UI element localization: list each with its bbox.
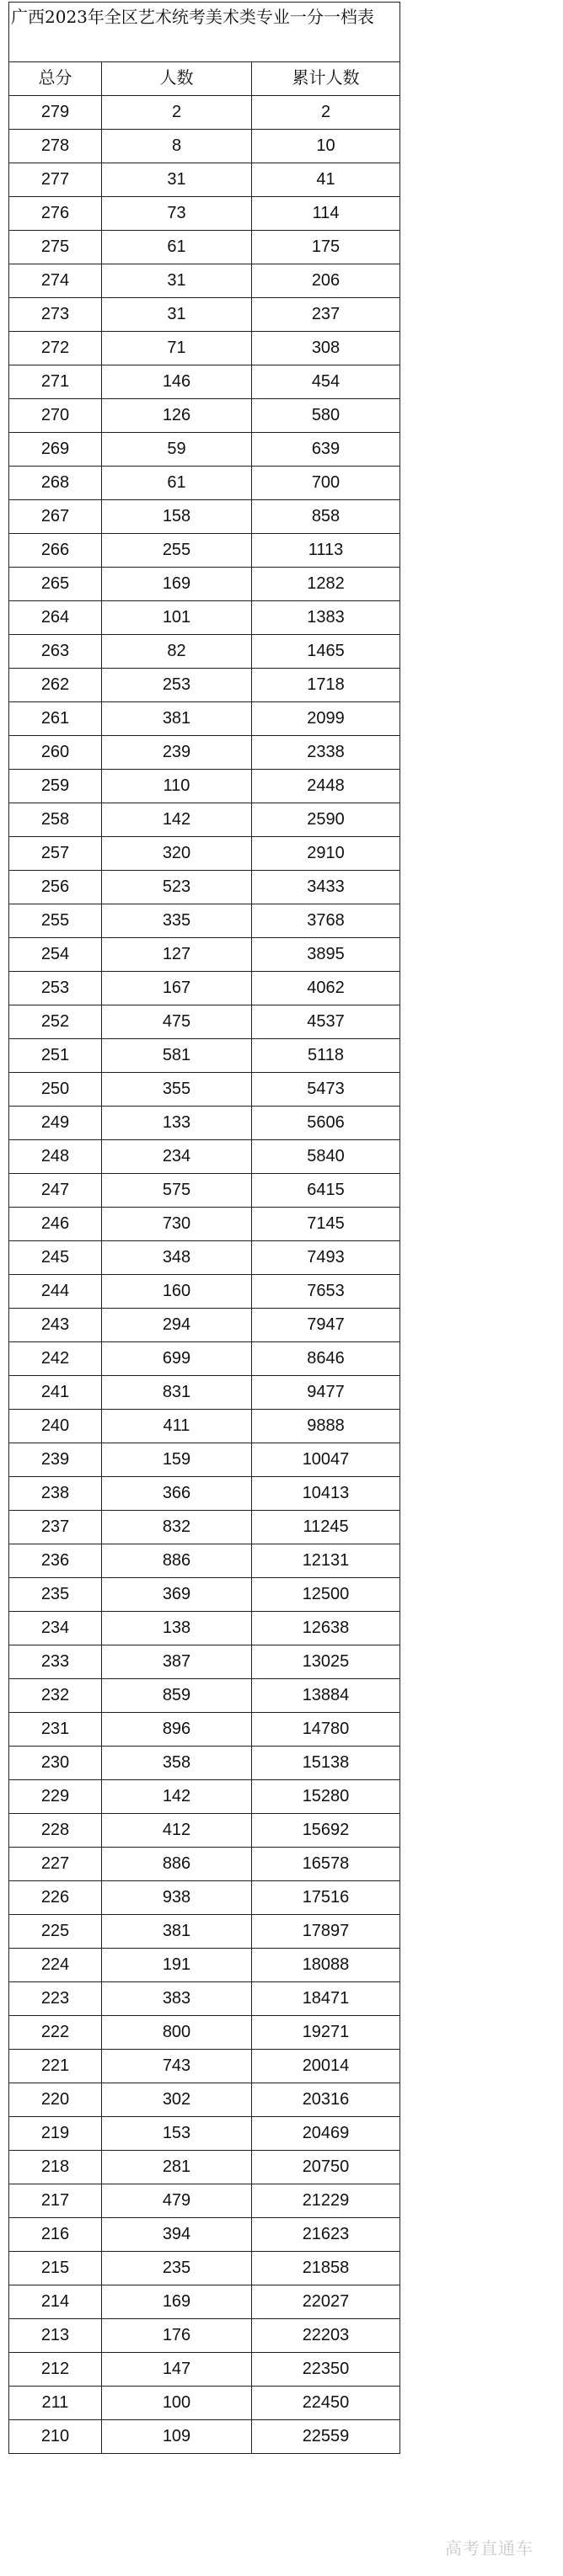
cell-cumulative-count: 22350: [252, 2353, 400, 2387]
cell-count: 8: [102, 130, 252, 163]
header-total-score: 总分: [9, 62, 102, 96]
cell-cumulative-count: 1113: [252, 534, 400, 568]
cell-cumulative-count: 7145: [252, 1208, 400, 1241]
cell-cumulative-count: 700: [252, 467, 400, 500]
cell-count: 142: [102, 803, 252, 837]
table-row: [9, 130, 400, 163]
cell-total-score: 224: [9, 1949, 102, 1982]
cell-total-score: 243: [9, 1309, 102, 1342]
cell-total-score: 212: [9, 2353, 102, 2387]
cell-total-score: 256: [9, 871, 102, 904]
cell-total-score: 263: [9, 635, 102, 669]
table-row: [9, 1039, 400, 1073]
cell-count: 831: [102, 1376, 252, 1410]
cell-total-score: 217: [9, 2184, 102, 2218]
table-row: [9, 1578, 400, 1612]
cell-total-score: 232: [9, 1679, 102, 1713]
cell-count: 158: [102, 500, 252, 534]
table-row: [9, 702, 400, 736]
cell-count: 31: [102, 264, 252, 298]
cell-count: 355: [102, 1073, 252, 1107]
score-table: [8, 2, 400, 2454]
cell-cumulative-count: 5118: [252, 1039, 400, 1073]
cell-cumulative-count: 6415: [252, 1174, 400, 1208]
cell-cumulative-count: 7493: [252, 1241, 400, 1275]
cell-total-score: 222: [9, 2016, 102, 2050]
cell-count: 281: [102, 2151, 252, 2184]
cell-cumulative-count: 20316: [252, 2083, 400, 2117]
cell-total-score: 259: [9, 770, 102, 803]
cell-count: 167: [102, 972, 252, 1005]
cell-total-score: 273: [9, 298, 102, 332]
cell-count: 169: [102, 2285, 252, 2319]
cell-total-score: 231: [9, 1713, 102, 1747]
cell-cumulative-count: 2338: [252, 736, 400, 770]
cell-cumulative-count: 3768: [252, 904, 400, 938]
cell-cumulative-count: 7653: [252, 1275, 400, 1309]
cell-total-score: 240: [9, 1410, 102, 1443]
cell-cumulative-count: 20750: [252, 2151, 400, 2184]
cell-count: 59: [102, 433, 252, 467]
cell-count: 71: [102, 332, 252, 365]
cell-count: 369: [102, 1578, 252, 1612]
cell-cumulative-count: 12500: [252, 1578, 400, 1612]
cell-cumulative-count: 3895: [252, 938, 400, 972]
cell-count: 938: [102, 1881, 252, 1915]
cell-cumulative-count: 175: [252, 231, 400, 264]
cell-count: 581: [102, 1039, 252, 1073]
cell-cumulative-count: 17516: [252, 1881, 400, 1915]
score-distribution-sheet: [8, 2, 399, 2454]
cell-cumulative-count: 1718: [252, 669, 400, 702]
cell-total-score: 254: [9, 938, 102, 972]
cell-total-score: 215: [9, 2252, 102, 2285]
table-row: [9, 1140, 400, 1174]
table-row: [9, 2353, 400, 2387]
table-row: [9, 1949, 400, 1982]
table-body: [9, 96, 400, 2454]
cell-count: 146: [102, 365, 252, 399]
table-row: [9, 736, 400, 770]
cell-count: 2: [102, 96, 252, 130]
table-row: [9, 1982, 400, 2016]
table-row: [9, 1915, 400, 1949]
cell-cumulative-count: 22450: [252, 2387, 400, 2420]
cell-cumulative-count: 9477: [252, 1376, 400, 1410]
cell-cumulative-count: 454: [252, 365, 400, 399]
table-row: [9, 972, 400, 1005]
cell-total-score: 246: [9, 1208, 102, 1241]
cell-count: 235: [102, 2252, 252, 2285]
table-row: [9, 938, 400, 972]
cell-cumulative-count: 206: [252, 264, 400, 298]
cell-total-score: 234: [9, 1612, 102, 1645]
table-row: [9, 2319, 400, 2353]
cell-total-score: 275: [9, 231, 102, 264]
table-row: [9, 467, 400, 500]
cell-total-score: 272: [9, 332, 102, 365]
cell-count: 61: [102, 231, 252, 264]
cell-cumulative-count: 17897: [252, 1915, 400, 1949]
table-row: [9, 2050, 400, 2083]
cell-count: 896: [102, 1713, 252, 1747]
cell-total-score: 249: [9, 1107, 102, 1140]
header-count: 人数: [102, 62, 252, 96]
cell-total-score: 269: [9, 433, 102, 467]
table-row: [9, 1612, 400, 1645]
cell-count: 383: [102, 1982, 252, 2016]
cell-cumulative-count: 22559: [252, 2420, 400, 2454]
table-row: [9, 1073, 400, 1107]
cell-cumulative-count: 4537: [252, 1005, 400, 1039]
cell-count: 412: [102, 1814, 252, 1848]
cell-total-score: 225: [9, 1915, 102, 1949]
cell-count: 31: [102, 298, 252, 332]
cell-count: 886: [102, 1544, 252, 1578]
cell-total-score: 278: [9, 130, 102, 163]
cell-cumulative-count: 22203: [252, 2319, 400, 2353]
cell-count: 320: [102, 837, 252, 871]
cell-cumulative-count: 2: [252, 96, 400, 130]
cell-count: 411: [102, 1410, 252, 1443]
table-row: [9, 399, 400, 433]
cell-total-score: 265: [9, 568, 102, 601]
cell-total-score: 218: [9, 2151, 102, 2184]
table-row: [9, 837, 400, 871]
cell-count: 142: [102, 1780, 252, 1814]
cell-total-score: 227: [9, 1848, 102, 1881]
cell-total-score: 233: [9, 1645, 102, 1679]
cell-count: 475: [102, 1005, 252, 1039]
table-row: [9, 1174, 400, 1208]
table-row: [9, 635, 400, 669]
cell-count: 743: [102, 2050, 252, 2083]
cell-total-score: 226: [9, 1881, 102, 1915]
table-row: [9, 2016, 400, 2050]
cell-cumulative-count: 5473: [252, 1073, 400, 1107]
cell-count: 160: [102, 1275, 252, 1309]
cell-total-score: 219: [9, 2117, 102, 2151]
cell-total-score: 229: [9, 1780, 102, 1814]
cell-count: 153: [102, 2117, 252, 2151]
table-row: [9, 500, 400, 534]
cell-cumulative-count: 858: [252, 500, 400, 534]
cell-total-score: 236: [9, 1544, 102, 1578]
cell-cumulative-count: 9888: [252, 1410, 400, 1443]
table-row: [9, 2387, 400, 2420]
table-row: [9, 1679, 400, 1713]
cell-count: 302: [102, 2083, 252, 2117]
cell-cumulative-count: 1465: [252, 635, 400, 669]
cell-total-score: 223: [9, 1982, 102, 2016]
cell-cumulative-count: 580: [252, 399, 400, 433]
cell-cumulative-count: 21623: [252, 2218, 400, 2252]
cell-cumulative-count: 41: [252, 163, 400, 197]
cell-cumulative-count: 10047: [252, 1443, 400, 1477]
cell-total-score: 228: [9, 1814, 102, 1848]
cell-cumulative-count: 13884: [252, 1679, 400, 1713]
table-row: [9, 1309, 400, 1342]
table-row: [9, 2252, 400, 2285]
cell-total-score: 210: [9, 2420, 102, 2454]
cell-total-score: 245: [9, 1241, 102, 1275]
cell-cumulative-count: 20014: [252, 2050, 400, 2083]
cell-total-score: 261: [9, 702, 102, 736]
cell-count: 348: [102, 1241, 252, 1275]
cell-count: 159: [102, 1443, 252, 1477]
table-row: [9, 1410, 400, 1443]
cell-cumulative-count: 15138: [252, 1747, 400, 1780]
table-row: [9, 2285, 400, 2319]
table-row: [9, 669, 400, 702]
cell-total-score: 266: [9, 534, 102, 568]
cell-cumulative-count: 15692: [252, 1814, 400, 1848]
cell-total-score: 255: [9, 904, 102, 938]
cell-cumulative-count: 5606: [252, 1107, 400, 1140]
table-row: [9, 2117, 400, 2151]
table-row: [9, 264, 400, 298]
cell-count: 110: [102, 770, 252, 803]
cell-count: 335: [102, 904, 252, 938]
cell-cumulative-count: 22027: [252, 2285, 400, 2319]
table-row: [9, 365, 400, 399]
cell-count: 255: [102, 534, 252, 568]
cell-cumulative-count: 2099: [252, 702, 400, 736]
title-row: [9, 3, 400, 62]
cell-count: 176: [102, 2319, 252, 2353]
table-row: [9, 568, 400, 601]
cell-count: 523: [102, 871, 252, 904]
cell-total-score: 213: [9, 2319, 102, 2353]
table-row: [9, 1241, 400, 1275]
cell-cumulative-count: 13025: [252, 1645, 400, 1679]
table-row: [9, 1005, 400, 1039]
cell-cumulative-count: 639: [252, 433, 400, 467]
cell-count: 832: [102, 1511, 252, 1544]
cell-count: 126: [102, 399, 252, 433]
cell-cumulative-count: 3433: [252, 871, 400, 904]
cell-cumulative-count: 11245: [252, 1511, 400, 1544]
cell-count: 253: [102, 669, 252, 702]
cell-count: 800: [102, 2016, 252, 2050]
cell-total-score: 247: [9, 1174, 102, 1208]
cell-cumulative-count: 12131: [252, 1544, 400, 1578]
header-row: [9, 62, 400, 96]
cell-count: 169: [102, 568, 252, 601]
table-row: [9, 197, 400, 231]
cell-count: 138: [102, 1612, 252, 1645]
cell-total-score: 235: [9, 1578, 102, 1612]
table-row: [9, 1713, 400, 1747]
cell-cumulative-count: 20469: [252, 2117, 400, 2151]
table-row: [9, 1544, 400, 1578]
cell-count: 100: [102, 2387, 252, 2420]
table-row: [9, 1275, 400, 1309]
table-title: 广西2023年全区艺术统考美术类专业一分一档表: [9, 3, 400, 62]
cell-total-score: 242: [9, 1342, 102, 1376]
cell-count: 381: [102, 1915, 252, 1949]
table-row: [9, 96, 400, 130]
cell-cumulative-count: 21858: [252, 2252, 400, 2285]
cell-total-score: 251: [9, 1039, 102, 1073]
table-row: [9, 803, 400, 837]
table-row: [9, 2151, 400, 2184]
table-row: [9, 332, 400, 365]
table-row: [9, 1107, 400, 1140]
table-row: [9, 601, 400, 635]
cell-total-score: 264: [9, 601, 102, 635]
cell-total-score: 258: [9, 803, 102, 837]
cell-count: 730: [102, 1208, 252, 1241]
cell-total-score: 253: [9, 972, 102, 1005]
cell-count: 133: [102, 1107, 252, 1140]
table-row: [9, 1342, 400, 1376]
cell-count: 479: [102, 2184, 252, 2218]
header-cumulative-count: 累计人数: [252, 62, 400, 96]
cell-cumulative-count: 237: [252, 298, 400, 332]
cell-total-score: 271: [9, 365, 102, 399]
cell-total-score: 279: [9, 96, 102, 130]
cell-total-score: 270: [9, 399, 102, 433]
cell-count: 859: [102, 1679, 252, 1713]
cell-total-score: 244: [9, 1275, 102, 1309]
cell-total-score: 252: [9, 1005, 102, 1039]
cell-cumulative-count: 10: [252, 130, 400, 163]
cell-cumulative-count: 21229: [252, 2184, 400, 2218]
cell-cumulative-count: 12638: [252, 1612, 400, 1645]
table-row: [9, 2083, 400, 2117]
watermark-text: 高考直通车: [445, 2538, 534, 2558]
table-row: [9, 871, 400, 904]
cell-count: 191: [102, 1949, 252, 1982]
cell-total-score: 238: [9, 1477, 102, 1511]
cell-count: 101: [102, 601, 252, 635]
table-row: [9, 298, 400, 332]
cell-total-score: 248: [9, 1140, 102, 1174]
table-row: [9, 163, 400, 197]
cell-total-score: 276: [9, 197, 102, 231]
cell-count: 31: [102, 163, 252, 197]
cell-count: 699: [102, 1342, 252, 1376]
table-row: [9, 1376, 400, 1410]
cell-count: 82: [102, 635, 252, 669]
cell-count: 294: [102, 1309, 252, 1342]
cell-cumulative-count: 10413: [252, 1477, 400, 1511]
table-row: [9, 1645, 400, 1679]
cell-count: 358: [102, 1747, 252, 1780]
cell-total-score: 267: [9, 500, 102, 534]
cell-cumulative-count: 4062: [252, 972, 400, 1005]
cell-total-score: 277: [9, 163, 102, 197]
table-row: [9, 1881, 400, 1915]
table-row: [9, 1511, 400, 1544]
cell-total-score: 250: [9, 1073, 102, 1107]
table-row: [9, 2420, 400, 2454]
cell-count: 127: [102, 938, 252, 972]
table-row: [9, 1443, 400, 1477]
cell-cumulative-count: 1282: [252, 568, 400, 601]
cell-cumulative-count: 18471: [252, 1982, 400, 2016]
cell-cumulative-count: 18088: [252, 1949, 400, 1982]
table-row: [9, 1477, 400, 1511]
cell-total-score: 237: [9, 1511, 102, 1544]
cell-count: 886: [102, 1848, 252, 1881]
cell-total-score: 214: [9, 2285, 102, 2319]
table-row: [9, 231, 400, 264]
cell-total-score: 211: [9, 2387, 102, 2420]
cell-cumulative-count: 5840: [252, 1140, 400, 1174]
cell-total-score: 221: [9, 2050, 102, 2083]
cell-count: 394: [102, 2218, 252, 2252]
table-row: [9, 1848, 400, 1881]
cell-count: 381: [102, 702, 252, 736]
table-row: [9, 1780, 400, 1814]
table-row: [9, 2218, 400, 2252]
cell-cumulative-count: 19271: [252, 2016, 400, 2050]
cell-total-score: 260: [9, 736, 102, 770]
cell-total-score: 262: [9, 669, 102, 702]
cell-count: 109: [102, 2420, 252, 2454]
table-row: [9, 1747, 400, 1780]
cell-cumulative-count: 2448: [252, 770, 400, 803]
table-row: [9, 770, 400, 803]
cell-cumulative-count: 114: [252, 197, 400, 231]
cell-total-score: 216: [9, 2218, 102, 2252]
cell-cumulative-count: 2910: [252, 837, 400, 871]
cell-cumulative-count: 14780: [252, 1713, 400, 1747]
cell-cumulative-count: 2590: [252, 803, 400, 837]
cell-count: 239: [102, 736, 252, 770]
cell-cumulative-count: 15280: [252, 1780, 400, 1814]
cell-total-score: 239: [9, 1443, 102, 1477]
table-row: [9, 1814, 400, 1848]
cell-total-score: 268: [9, 467, 102, 500]
cell-total-score: 230: [9, 1747, 102, 1780]
cell-total-score: 220: [9, 2083, 102, 2117]
table-row: [9, 904, 400, 938]
cell-count: 575: [102, 1174, 252, 1208]
cell-count: 147: [102, 2353, 252, 2387]
cell-count: 387: [102, 1645, 252, 1679]
cell-total-score: 241: [9, 1376, 102, 1410]
cell-cumulative-count: 8646: [252, 1342, 400, 1376]
cell-cumulative-count: 16578: [252, 1848, 400, 1881]
table-row: [9, 534, 400, 568]
table-row: [9, 2184, 400, 2218]
table-row: [9, 433, 400, 467]
cell-count: 234: [102, 1140, 252, 1174]
table-row: [9, 1208, 400, 1241]
cell-total-score: 274: [9, 264, 102, 298]
cell-count: 61: [102, 467, 252, 500]
cell-count: 73: [102, 197, 252, 231]
cell-total-score: 257: [9, 837, 102, 871]
cell-cumulative-count: 7947: [252, 1309, 400, 1342]
cell-count: 366: [102, 1477, 252, 1511]
cell-cumulative-count: 1383: [252, 601, 400, 635]
cell-cumulative-count: 308: [252, 332, 400, 365]
